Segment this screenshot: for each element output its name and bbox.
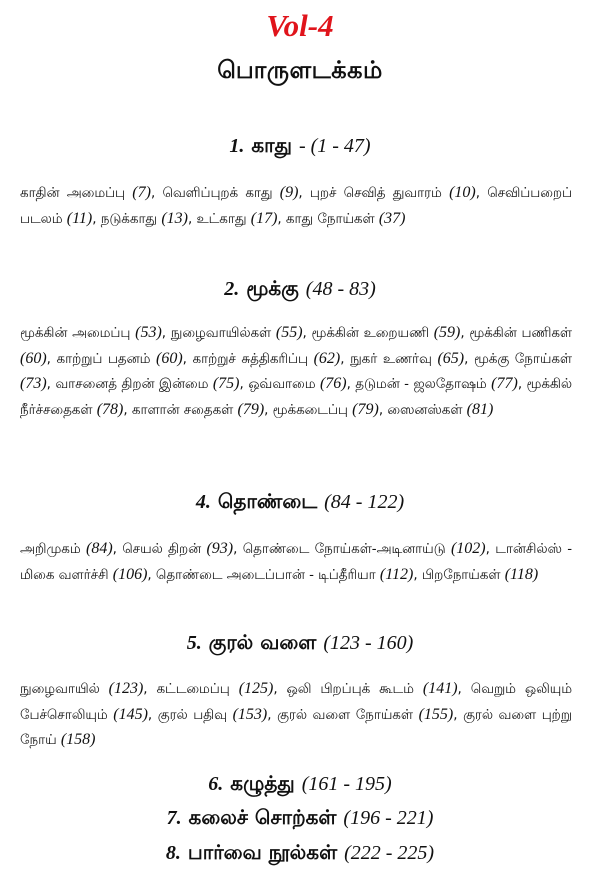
- chapter-title: கலைச் சொற்கள்: [188, 805, 337, 829]
- chapter-heading: [0, 771, 600, 798]
- chapter-number: 4.: [195, 491, 211, 513]
- entry-name: செயல் திறன்: [122, 542, 202, 557]
- entry-item: [122, 542, 233, 557]
- entry-name: பிறநோய்கள்: [421, 567, 501, 583]
- entry-item: [421, 565, 539, 583]
- entry-page: (73): [20, 375, 47, 392]
- chapter-heading: [0, 805, 600, 832]
- entry-page: (79): [352, 400, 379, 418]
- chapter-number: 5.: [186, 632, 202, 654]
- entry-page: (153): [232, 705, 268, 723]
- chapter-page-range: (161 - 195): [301, 773, 392, 795]
- chapter-page-range: - (1 - 47): [298, 135, 371, 157]
- entry-page: (76): [319, 375, 347, 392]
- entry-page: (78): [96, 400, 124, 418]
- entry-name: ஸைனஸ்கள்: [387, 402, 463, 418]
- entry-page: (102): [450, 540, 486, 557]
- chapter-page-range: (222 - 225): [344, 842, 435, 864]
- entry-name: அறிமுகம்: [20, 542, 81, 557]
- entry-page: (10): [449, 184, 476, 201]
- entry-page: (37): [378, 209, 406, 227]
- entry-name: மூக்கில் நீர்ச்சதைகள்: [20, 377, 573, 418]
- toc-title: பொருளடக்கம்: [217, 56, 383, 84]
- entry-item: [310, 186, 476, 201]
- entry-item: [20, 326, 162, 341]
- chapter-entries: காதின் அமைப்பு (7), வெளிப்புறக் காது (9), புறச் செவித் துவாரம் (10), செவிப்பறைப் படலம் (11), நடுக்காது (13), உட்காது (17), காது நோய்கள் (37): [20, 184, 572, 227]
- entry-page: (123): [108, 680, 144, 697]
- entry-page: (53): [135, 324, 162, 341]
- entry-item: [20, 682, 143, 697]
- entry-name: தொண்டை நோய்கள்-அடினாய்டு: [242, 542, 446, 557]
- chapter-number: 1.: [229, 135, 245, 157]
- entry-name: காதின் அமைப்பு: [20, 186, 126, 201]
- entry-page: (75): [212, 375, 240, 392]
- entry-item: [285, 209, 406, 227]
- entry-page: (112): [379, 565, 414, 583]
- entry-page: (65): [437, 349, 465, 367]
- entry-name: செவிப்பறைப் படலம்: [20, 186, 572, 227]
- chapter-title: பார்வை நூல்கள்: [187, 840, 338, 864]
- chapter-number: 2.: [224, 278, 240, 300]
- entry-name: காளான் சதைகள்: [131, 402, 234, 418]
- entry-page: (9): [279, 184, 299, 201]
- entry-name: மூக்கின் உறையணி: [311, 326, 429, 341]
- entry-name: மூக்கின் அமைப்பு: [20, 326, 131, 341]
- entry-page: (125): [238, 680, 274, 697]
- entry-page: (60): [20, 349, 47, 367]
- entry-name: ஒவ்வாமை: [248, 377, 316, 392]
- entry-page: (55): [275, 324, 303, 341]
- entry-page: (118): [504, 565, 539, 583]
- chapter-number: 7.: [166, 807, 182, 829]
- chapter-title: தொண்டை: [217, 489, 318, 513]
- entry-name: குரல் வளை நோய்கள்: [277, 707, 413, 723]
- entry-page: (59): [433, 324, 461, 341]
- entry-name: உட்காது: [196, 211, 247, 227]
- entry-item: [157, 705, 268, 723]
- entry-page: (84): [85, 540, 113, 557]
- entry-item: [387, 400, 494, 418]
- entry-name: கட்டமைப்பு: [156, 682, 230, 697]
- entry-page: (7): [132, 184, 151, 201]
- entry-name: வெளிப்புறக் காது: [162, 186, 273, 201]
- entry-name: காற்றுச் சுத்திகரிப்பு: [192, 351, 308, 367]
- chapter-heading: [0, 133, 600, 160]
- chapter-title: மூக்கு: [246, 276, 299, 300]
- entry-page: (106): [112, 565, 148, 583]
- chapter-entries: நுழைவாயில் (123), கட்டமைப்பு (125), ஒலி பிறப்புக் கூடம் (141), வெறும் ஒலியும் பேச்சொலியும் (145), குரல் பதிவு (153), குரல் வளை நோய்கள் (155), குரல் வளை புற்று நோய் (158): [20, 680, 572, 748]
- entry-item: [355, 377, 518, 392]
- entry-item: [248, 377, 346, 392]
- chapter-title: குரல் வளை: [208, 630, 317, 654]
- entry-item: [162, 186, 298, 201]
- entry-name: புறச் செவித் துவாரம்: [309, 186, 442, 201]
- chapter-page-range: (196 - 221): [343, 807, 434, 829]
- entry-item: [312, 326, 461, 341]
- chapter-title: கழுத்து: [230, 771, 295, 795]
- entry-page: (11): [66, 209, 93, 227]
- entry-page: (141): [422, 680, 458, 697]
- entry-item: [20, 542, 113, 557]
- entry-item: [55, 377, 239, 392]
- entry-name: மூக்கின் பணிகள்: [469, 326, 572, 341]
- entry-item: [156, 682, 273, 697]
- entry-page: (81): [466, 400, 494, 418]
- chapter-heading: [0, 840, 600, 867]
- entry-name: நுழைவாயில்கள்: [170, 326, 272, 341]
- entry-page: (62): [313, 349, 341, 367]
- entry-page: (13): [161, 209, 188, 227]
- chapter-page-range: (123 - 160): [323, 632, 414, 654]
- entry-name: காற்றுப் பதனம்: [56, 351, 151, 367]
- chapter-number: 8.: [165, 842, 181, 864]
- entry-item: [171, 326, 303, 341]
- entry-page: (158): [60, 731, 96, 748]
- entry-name: வாசனைத் திறன் இன்மை: [55, 377, 209, 392]
- entry-name: குரல் பதிவு: [157, 707, 227, 723]
- entry-name: நடுக்காது: [100, 211, 158, 227]
- chapter-entries: அறிமுகம் (84), செயல் திறன் (93), தொண்டை நோய்கள்-அடினாய்டு (102), டான்சில்ஸ் - மிகை வளர்ச்சி (106), தொண்டை அடைப்பான் - டிப்தீரியா (112), பிறநோய்கள் (118): [20, 540, 573, 583]
- chapter-entries: மூக்கின் அமைப்பு (53), நுழைவாயில்கள் (55), மூக்கின் உறையணி (59), மூக்கின் பணிகள் (60), காற்றுப் பதனம் (60), காற்றுச் சுத்திகரிப்பு (62), நுகர் உணர்வு (65), மூக்கு நோய்கள் (73), வாசனைத் திறன் இன்மை (75), ஒவ்வாமை (76), தடுமன் - ஜலதோஷம் (77), மூக்கில் நீர்ச்சதைகள் (78), காளான் சதைகள் (79), மூக்கடைப்பு (79), ஸைனஸ்கள் (81): [20, 324, 573, 418]
- chapter-title: காது: [251, 133, 292, 157]
- entry-page: (60): [156, 349, 183, 367]
- entry-page: (145): [113, 705, 148, 723]
- entry-page: (79): [237, 400, 265, 418]
- entry-name: காது நோய்கள்: [285, 211, 375, 227]
- entry-name: நுகர் உணர்வு: [350, 351, 432, 367]
- entry-name: வெறும் ஒலியும் பேச்சொலியும்: [20, 682, 572, 723]
- entry-item: [243, 542, 486, 557]
- chapter-heading: [0, 630, 600, 657]
- entry-name: நுழைவாயில்: [20, 682, 100, 697]
- entry-item: [131, 400, 265, 418]
- volume-label: Vol-4: [266, 8, 334, 43]
- entry-page: (77): [491, 375, 518, 392]
- entry-item: [272, 400, 379, 418]
- entry-item: [20, 186, 151, 201]
- entry-page: (155): [418, 705, 454, 723]
- chapter-heading: [0, 489, 600, 516]
- entry-name: தொண்டை அடைப்பான் - டிப்தீரியா: [155, 567, 376, 583]
- entry-name: மூக்கு நோய்கள்: [473, 351, 573, 367]
- entry-name: ஒலி பிறப்புக் கூடம்: [286, 682, 414, 697]
- chapter-number: 6.: [208, 773, 224, 795]
- entry-name: மூக்கடைப்பு: [272, 402, 348, 418]
- entry-item: [277, 705, 454, 723]
- chapter-page-range: (84 - 122): [324, 491, 405, 513]
- chapter-page-range: (48 - 83): [305, 278, 376, 300]
- entry-name: குரல் வளை புற்று நோய்: [20, 707, 572, 748]
- entry-item: [155, 565, 414, 583]
- entry-page: (93): [206, 540, 234, 557]
- entry-name: தடுமன் - ஜலதோஷம்: [355, 377, 487, 392]
- entry-item: [100, 209, 188, 227]
- entry-name: டான்சில்ஸ் - மிகை வளர்ச்சி: [20, 542, 573, 583]
- entry-item: [192, 349, 341, 367]
- entry-item: [287, 682, 458, 697]
- entry-item: [350, 349, 465, 367]
- chapter-heading: [0, 276, 600, 303]
- entry-item: [196, 209, 278, 227]
- entry-page: (17): [250, 209, 278, 227]
- entry-item: [56, 349, 183, 367]
